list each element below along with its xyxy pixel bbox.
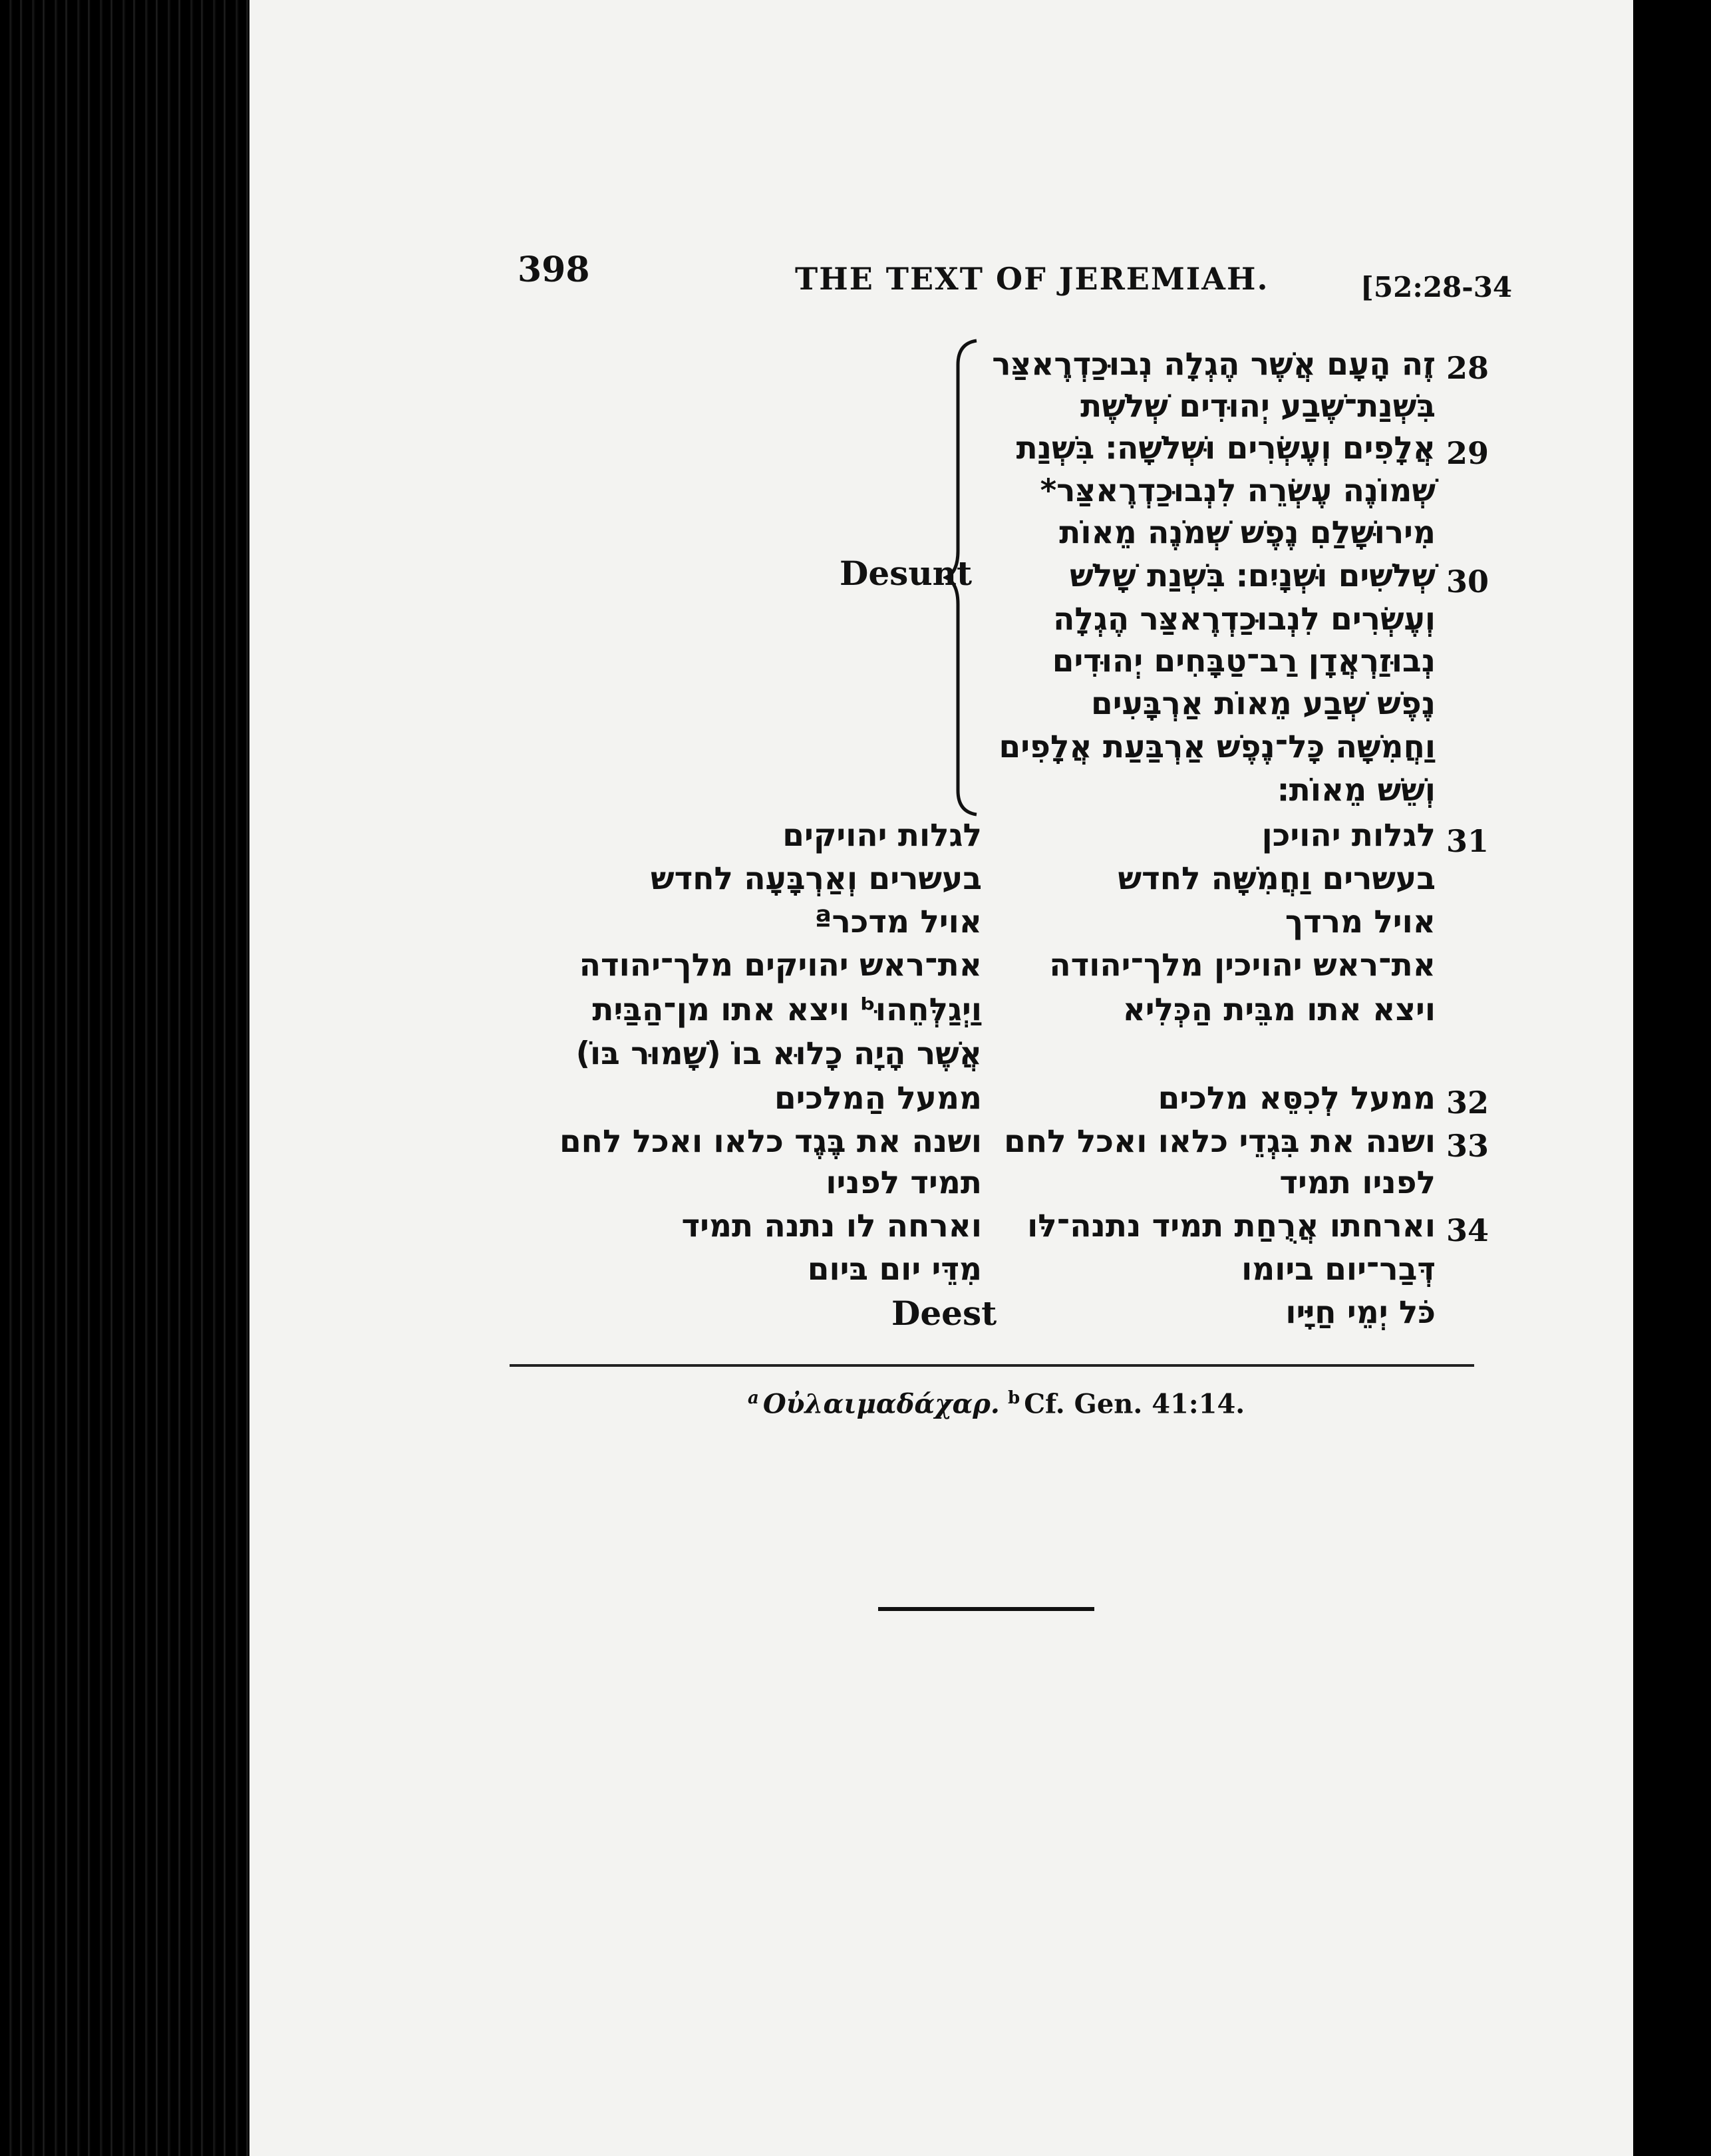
hebrew-line: מִדֵּי יום בּיום bbox=[807, 1251, 982, 1288]
book-page bbox=[249, 0, 1633, 2156]
hebrew-line: אֲשֶׁר הָיָה כָלוּא בוֹ (שָׁמוּר בּוֹ) bbox=[575, 1035, 982, 1072]
footnote-b bbox=[1008, 1388, 1245, 1419]
hebrew-line: וַחֲמִשָּׁה כָּל־נֶפֶשׁ אַרְבַּעַת אֲלָפִים bbox=[999, 729, 1436, 765]
footnote-b-mark: b bbox=[1008, 1388, 1020, 1408]
footnote-a bbox=[748, 1388, 1000, 1419]
hebrew-line: אֲלָפִים וְעֶשְׂרִים וּשְׁלֹשָׁה׃ בִּשְׁנַת bbox=[1016, 430, 1436, 466]
hebrew-line: שְׁמוֹנֶה עֶשְׂרֵה לִנְבוּכַדְרֶאצַּר* bbox=[1040, 472, 1436, 509]
hebrew-line: את־ראש יהויקים מלך־יהודה bbox=[579, 947, 982, 984]
hebrew-line: את־ראש יהויכין מלך־יהודה bbox=[1049, 947, 1436, 984]
running-title: THE TEXT OF JEREMIAH. bbox=[795, 261, 1269, 297]
footnote-divider bbox=[510, 1364, 1474, 1367]
hebrew-line: בעשרים וְאַרְבָּעָה לחדש bbox=[650, 860, 982, 897]
hebrew-line: נְבוּזַרְאֲדָן רַב־טַבָּחִים יְהוּדִים bbox=[1052, 643, 1436, 679]
hebrew-line: שְׁלֹשִׁים וּשְׁנָיִם׃ בִּשְׁנַת שָׁלֹשׁ bbox=[1070, 558, 1436, 594]
hebrew-line: אויל מרדך bbox=[1285, 904, 1436, 940]
verse-number-29: 29 bbox=[1446, 435, 1489, 471]
hebrew-line: נֶפֶשׁ שְׁבַע מֵאוֹת אַרְבָּעִים bbox=[1091, 685, 1436, 722]
verse-number-33: 33 bbox=[1446, 1128, 1489, 1164]
deest-label: Deest bbox=[891, 1294, 997, 1333]
hebrew-line: וארחה לו נתנה תמיד bbox=[681, 1208, 982, 1244]
footnote-a-text: Οὐλαιμαδάχαρ. bbox=[762, 1388, 1000, 1420]
hebrew-line: ויצא אתו מבֵּית הַכְּלִיא bbox=[1122, 991, 1436, 1028]
hebrew-line: ממעל הַמלכים bbox=[774, 1080, 982, 1117]
hebrew-line: דְּבַר־יום ביומו bbox=[1241, 1251, 1436, 1288]
end-rule bbox=[878, 1607, 1094, 1611]
page-number: 398 bbox=[518, 250, 590, 290]
hebrew-line: לגלות יהויכן bbox=[1261, 817, 1436, 854]
hebrew-line: ושנה את בֶּגֶד כלאו ואכל לחם bbox=[559, 1123, 982, 1160]
hebrew-line: וארחתו אֲרֻחַת תמיד נתנה־לּו bbox=[1027, 1208, 1436, 1244]
hebrew-line: בִּשְׁנַת־שֶׁבַע יְהוּדִים שְׁלֹשֶׁת bbox=[1080, 388, 1436, 425]
footnote-b-text: Cf. Gen. 41:14. bbox=[1024, 1388, 1245, 1420]
hebrew-line: ממעל לְכִסֵּא מלכים bbox=[1158, 1080, 1436, 1117]
book-binding-edge bbox=[0, 0, 249, 2156]
desunt-label: Desunt bbox=[840, 554, 973, 593]
chapter-verse-reference: [52:28-34 bbox=[1360, 271, 1513, 303]
verse-number-28: 28 bbox=[1446, 350, 1489, 386]
hebrew-line: לגלות יהויקים bbox=[782, 817, 982, 854]
verse-number-34: 34 bbox=[1446, 1212, 1489, 1248]
hebrew-line: כֹּל יְמֵי חַיָּיו bbox=[1285, 1294, 1436, 1331]
hebrew-line: וְשֵׁשׁ מֵאוֹת׃ bbox=[1277, 772, 1436, 808]
hebrew-line: וְעֶשְׂרִים לִנְבוּכַדְרֶאצַּר הֶגְלָה bbox=[1053, 601, 1436, 637]
hebrew-line: לפניו תמיד bbox=[1279, 1165, 1436, 1201]
hebrew-line: ושנה את בִּגְדֵי כלאו ואכל לחם bbox=[1004, 1123, 1436, 1160]
footnote-a-mark: a bbox=[748, 1388, 759, 1408]
verse-number-32: 32 bbox=[1446, 1085, 1489, 1121]
right-background bbox=[1633, 0, 1711, 2156]
verse-number-30: 30 bbox=[1446, 564, 1489, 600]
hebrew-line: זֶה הָעָם אֲשֶׁר הֶגְלָה נְבוּכַדְרֶאצַּר bbox=[992, 346, 1436, 383]
verse-number-31: 31 bbox=[1446, 823, 1489, 859]
hebrew-line: וַיְגַלְּחֵהוּᵇ ויצא אתו מן־הַבַּיִת bbox=[592, 991, 982, 1028]
hebrew-line: תמיד לפניו bbox=[826, 1165, 982, 1201]
hebrew-line: בעשרים וַחֲמִשָּׁה לחדש bbox=[1118, 860, 1436, 897]
hebrew-line: אויל מדכרª bbox=[814, 904, 982, 940]
hebrew-line: מִירוּשָׁלַםִ נֶפֶשׁ שְׁמֹנֶה מֵאוֹת bbox=[1059, 514, 1436, 551]
